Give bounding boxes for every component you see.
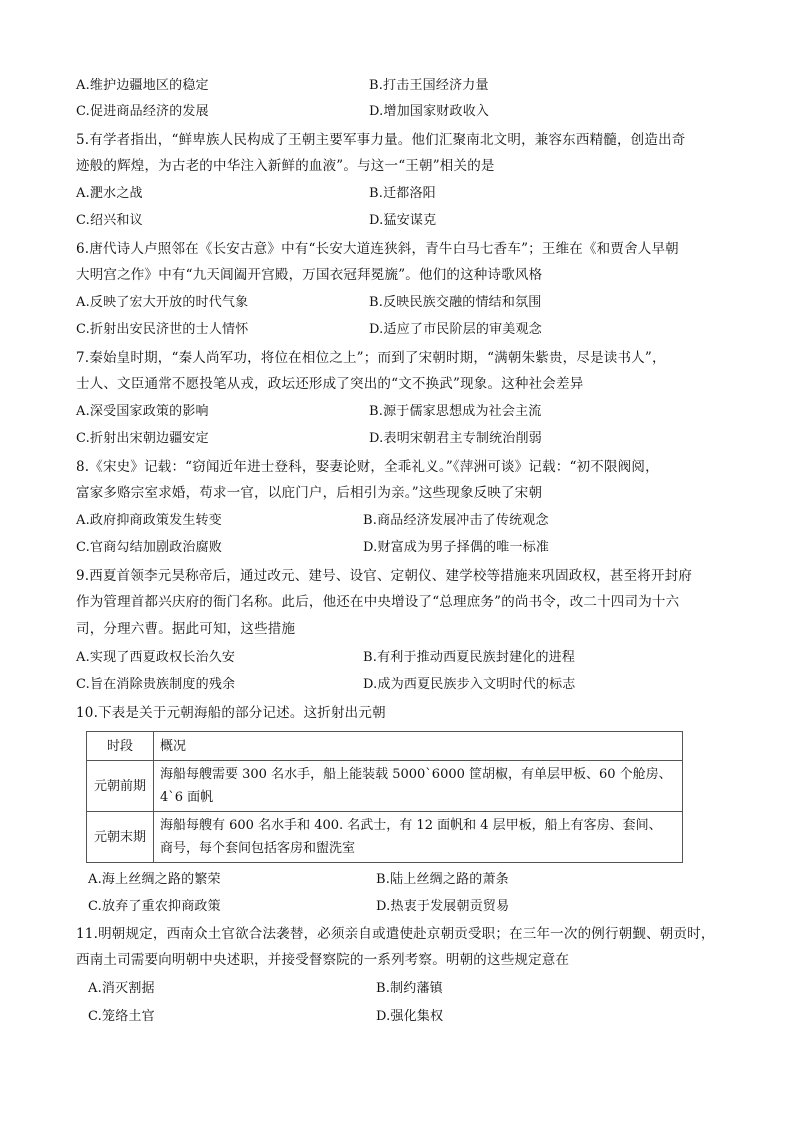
question-6-stem-line-1: 6.唐代诗人卢照邻在《长安古意》中有“长安大道连狭斜，青牛白马七香车”；王维在《和贾舍人早朝 <box>76 241 679 257</box>
question-11-option-a: A.消灭割据 <box>88 981 155 996</box>
option-c: C.促进商品经济的发展 <box>76 104 209 119</box>
table-header-overview: 概况 <box>154 732 683 761</box>
question-9-option-c: C.旨在消除贵族制度的残余 <box>76 677 236 692</box>
question-6-option-c: C.折射出安民济世的士人情怀 <box>76 322 249 337</box>
question-8-stem-line-2: 富家多赂宗室求婚，苟求一官，以庇门户，后相引为亲。”这些现象反映了宋朝 <box>76 485 543 501</box>
question-10-option-c: C.放弃了重农抑商政策 <box>88 899 221 914</box>
question-8-stem-line-1: 8.《宋史》记载：“窃闻近年进士登科，娶妻论财，全乖礼义。”《萍洲可谈》记载：“初不限阀阅， <box>76 459 659 475</box>
question-5-option-d: D.猛安谋克 <box>369 213 437 228</box>
question-7-option-c: C.折射出宋朝边疆安定 <box>76 431 209 446</box>
question-10-option-a: A.海上丝绸之路的繁荣 <box>88 872 221 887</box>
yuan-ships-table <box>86 731 683 863</box>
question-6-stem-line-2: 大明宫之作》中有“九天阊阖开宫殿，万国衣冠拜冕旒”。他们的这种诗歌风格 <box>76 267 543 283</box>
table-cell-line: 海船每艘需要 300 名水手，船上能装载 5000`6000 筐胡椒，有单层甲板、60 个舱房、 <box>160 767 672 782</box>
question-10-stem: 10.下表是关于元朝海船的部分记述。这折射出元朝 <box>76 705 386 721</box>
table-cell-line: 商号，每个套间包括客房和盥洗室 <box>160 841 356 856</box>
question-10-option-b: B.陆上丝绸之路的萧条 <box>376 872 509 887</box>
question-7-stem-line-1: 7.秦始皇时期，“秦人尚军功，将位在相位之上”；而到了宋朝时期，“满朝朱紫贵，尽是读书人”， <box>76 350 666 366</box>
question-9-option-a: A.实现了西夏政权长治久安 <box>76 650 236 665</box>
question-9-stem-line-3: 司，分理六曹。据此可知，这些措施 <box>76 621 296 637</box>
table-header-period: 时段 <box>87 732 154 761</box>
question-6-option-a: A.反映了宏大开放的时代气象 <box>76 295 249 310</box>
question-11-option-d: D.强化集权 <box>376 1009 444 1024</box>
table-cell-overview <box>154 761 683 812</box>
question-7-option-d: D.表明宋朝君主专制统治削弱 <box>369 431 542 446</box>
question-7-stem-line-2: 士人、文臣通常不愿投笔从戎，政坛还形成了突出的“文不换武”现象。这种社会差异 <box>76 376 584 392</box>
question-11-option-c: C.笼络土官 <box>88 1009 155 1024</box>
question-5-option-c: C.绍兴和议 <box>76 213 143 228</box>
question-8-option-c: C.官商勾结加剧政治腐败 <box>76 540 223 555</box>
question-9-stem-line-2: 作为管理首都兴庆府的衙门名称。此后，他还在中央增设了“总理庶务”的尚书令，改二十四司为十六 <box>76 594 680 610</box>
table-row <box>87 761 683 812</box>
table-cell-period: 元朝末期 <box>87 812 154 863</box>
question-5-option-a: A.淝水之战 <box>76 186 143 201</box>
option-d: D.增加国家财政收入 <box>369 104 490 119</box>
table-cell-overview <box>154 812 683 863</box>
question-9-stem-line-1: 9.西夏首领李元昊称帝后，通过改元、建号、设官、定朝仪、建学校等措施来巩固政权，甚至将开封府 <box>76 568 693 584</box>
question-5-stem-line-1: 5.有学者指出，“鲜卑族人民构成了王朝主要军事力量。他们汇聚南北文明，兼容东西精髓，创造出奇 <box>76 132 686 148</box>
table-row <box>87 812 683 863</box>
question-11-stem-line-2: 西南土司需要向明朝中央述职，并接受督察院的一系列考察。明朝的这些规定意在 <box>76 952 570 968</box>
question-9-option-d: D.成为西夏民族步入文明时代的标志 <box>363 677 576 692</box>
table-cell-line: 4`6 面帆 <box>160 790 214 805</box>
question-11-stem-line-1: 11.明朝规定，西南众土官欲合法袭替，必须亲自或遣使赴京朝贡受职；在三年一次的例行朝觐、朝贡时， <box>76 926 715 942</box>
question-7-option-b: B.源于儒家思想成为社会主流 <box>369 404 542 419</box>
question-5-option-b: B.迁都洛阳 <box>369 186 436 201</box>
question-6-option-d: D.适应了市民阶层的审美观念 <box>369 322 542 337</box>
option-b: B.打击王国经济力量 <box>369 78 489 93</box>
question-11-option-b: B.制约藩镇 <box>376 981 443 996</box>
question-8-option-d: D.财富成为男子择偶的唯一标准 <box>363 540 550 555</box>
question-5-stem-line-2: 迹般的辉煌，为古老的中华注入新鲜的血液”。与这一“王朝”相关的是 <box>76 158 495 174</box>
question-8-option-b: B.商品经济发展冲击了传统观念 <box>363 513 549 528</box>
table-cell-line: 海船每艘有 600 名水手和 400. 名武士，有 12 面帆和 4 层甲板，船上有客房、套间、 <box>160 818 662 833</box>
table-header-row <box>87 732 683 761</box>
question-9-option-b: B.有利于推动西夏民族封建化的进程 <box>363 650 576 665</box>
question-6-option-b: B.反映民族交融的情结和氛围 <box>369 295 542 310</box>
question-8-option-a: A.政府抑商政策发生转变 <box>76 513 222 528</box>
question-7-option-a: A.深受国家政策的影响 <box>76 404 209 419</box>
question-10-option-d: D.热衷于发展朝贡贸易 <box>376 899 510 914</box>
table-cell-period: 元朝前期 <box>87 761 154 812</box>
option-a: A.维护边疆地区的稳定 <box>76 78 209 93</box>
